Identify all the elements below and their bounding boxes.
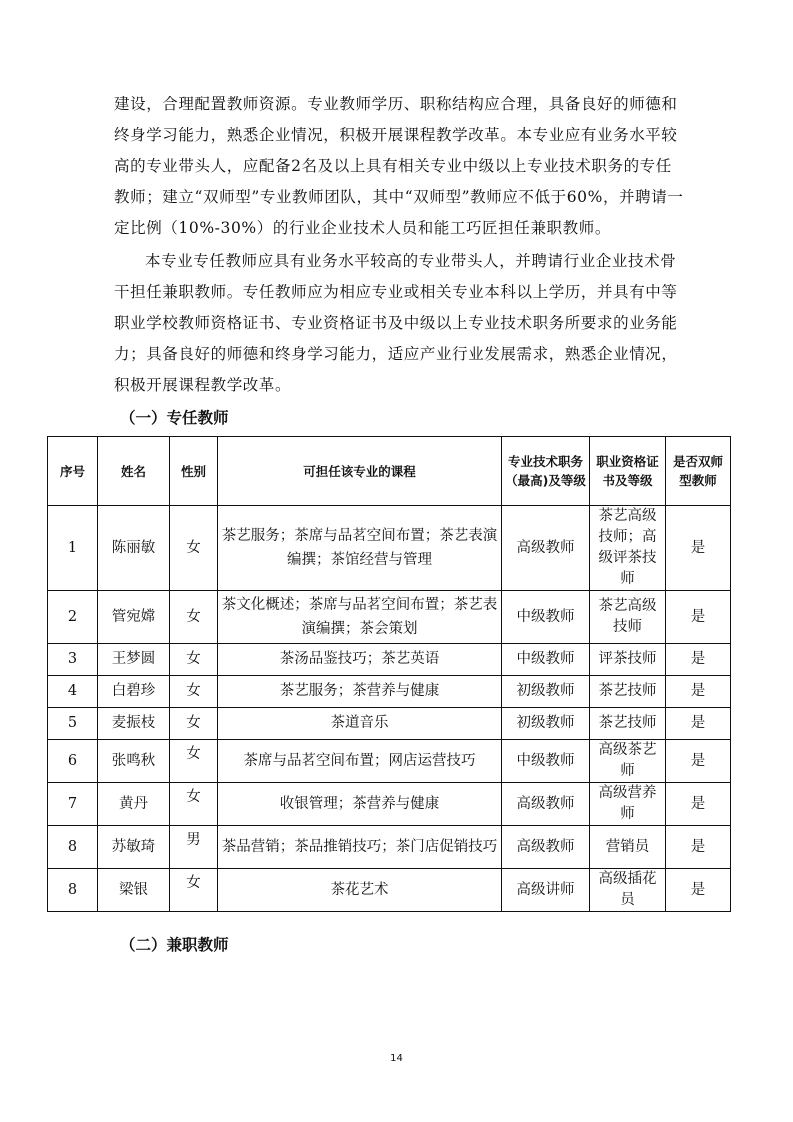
cell-gender: 女 bbox=[170, 783, 218, 826]
cell-name: 苏敏琦 bbox=[98, 826, 170, 869]
table-row bbox=[48, 506, 731, 591]
header-seq: 序号 bbox=[48, 437, 98, 506]
cell-title: 高级教师 bbox=[502, 506, 590, 591]
cell-dual: 是 bbox=[666, 708, 731, 740]
cell-gender: 女 bbox=[170, 676, 218, 708]
cell-cert: 茶艺技师 bbox=[590, 708, 666, 740]
cell-courses: 茶汤品鉴技巧；茶艺英语 bbox=[218, 644, 502, 676]
cell-dual: 是 bbox=[666, 676, 731, 708]
cell-cert: 评茶技师 bbox=[590, 644, 666, 676]
section-title-fulltime: （一）专任教师 bbox=[120, 409, 229, 427]
cell-gender: 女 bbox=[170, 591, 218, 644]
cell-dual: 是 bbox=[666, 869, 731, 912]
cell-seq: 2 bbox=[48, 591, 98, 644]
cell-cert: 高级茶艺师 bbox=[590, 740, 666, 783]
cell-dual: 是 bbox=[666, 506, 731, 591]
cell-name: 王梦圆 bbox=[98, 644, 170, 676]
cell-seq: 8 bbox=[48, 826, 98, 869]
cell-gender: 女 bbox=[170, 869, 218, 912]
table-row bbox=[48, 591, 731, 644]
cell-name: 白碧珍 bbox=[98, 676, 170, 708]
cell-courses: 茶品营销；茶品推销技巧；茶门店促销技巧 bbox=[218, 826, 502, 869]
cell-courses: 茶文化概述；茶席与品茗空间布置；茶艺表演编撰；茶会策划 bbox=[218, 591, 502, 644]
table-row bbox=[48, 740, 731, 783]
cell-cert: 营销员 bbox=[590, 826, 666, 869]
cell-title: 高级教师 bbox=[502, 826, 590, 869]
cell-title: 初级教师 bbox=[502, 676, 590, 708]
cell-cert: 茶艺高级技师；高级评茶技师 bbox=[590, 506, 666, 591]
cell-seq: 4 bbox=[48, 676, 98, 708]
cell-gender: 女 bbox=[170, 708, 218, 740]
cell-name: 陈丽敏 bbox=[98, 506, 170, 591]
cell-gender: 女 bbox=[170, 740, 218, 783]
cell-title: 高级讲师 bbox=[502, 869, 590, 912]
cell-dual: 是 bbox=[666, 644, 731, 676]
intro-paragraph: 建设，合理配置教师资源。专业教师学历、职称结构应合理，具备良好的师德和终身学习能力，熟悉企业情况，积极开展课程教学改革。本专业应有业务水平较高的专业带头人，应配备2名及以上具有相关专业中级以上专业技术职务的专任教师；建立“双师型”专业教师团队，其中“双师型”教师应不低于60%，并聘请一定比例（10%-30%）的行业企业技术人员和能工巧匠担任兼职教师。 bbox=[114, 95, 684, 237]
cell-seq: 1 bbox=[48, 506, 98, 591]
cell-cert: 高级营养师 bbox=[590, 783, 666, 826]
cell-name: 黄丹 bbox=[98, 783, 170, 826]
cell-cert: 高级插花员 bbox=[590, 869, 666, 912]
cell-name: 麦振枝 bbox=[98, 708, 170, 740]
cell-gender: 男 bbox=[170, 826, 218, 869]
cell-courses: 茶花艺术 bbox=[218, 869, 502, 912]
cell-title: 中级教师 bbox=[502, 591, 590, 644]
cell-gender: 女 bbox=[170, 506, 218, 591]
cell-courses: 茶艺服务；茶席与品茗空间布置；茶艺表演编撰；茶馆经营与管理 bbox=[218, 506, 502, 591]
header-name: 姓名 bbox=[98, 437, 170, 506]
table-row bbox=[48, 708, 731, 740]
table-row bbox=[48, 783, 731, 826]
cell-seq: 3 bbox=[48, 644, 98, 676]
table-row bbox=[48, 676, 731, 708]
header-courses: 可担任该专业的课程 bbox=[218, 437, 502, 506]
cell-title: 高级教师 bbox=[502, 783, 590, 826]
cell-dual: 是 bbox=[666, 591, 731, 644]
header-gender: 性别 bbox=[170, 437, 218, 506]
cell-name: 管宛嫦 bbox=[98, 591, 170, 644]
cell-name: 张鸣秋 bbox=[98, 740, 170, 783]
page-number: 14 bbox=[390, 1053, 403, 1064]
cell-title: 中级教师 bbox=[502, 740, 590, 783]
cell-courses: 茶席与品茗空间布置；网店运营技巧 bbox=[218, 740, 502, 783]
cell-cert: 茶艺技师 bbox=[590, 676, 666, 708]
cell-dual: 是 bbox=[666, 740, 731, 783]
section-title-parttime: （二）兼职教师 bbox=[120, 936, 229, 954]
cell-dual: 是 bbox=[666, 826, 731, 869]
cell-seq: 7 bbox=[48, 783, 98, 826]
cell-courses: 收银管理；茶营养与健康 bbox=[218, 783, 502, 826]
header-cert: 职业资格证书及等级 bbox=[590, 437, 666, 506]
header-title: 专业技术职务（最高)及等级 bbox=[502, 437, 590, 506]
table-row bbox=[48, 826, 731, 869]
cell-cert: 茶艺高级技师 bbox=[590, 591, 666, 644]
cell-dual: 是 bbox=[666, 783, 731, 826]
cell-courses: 茶道音乐 bbox=[218, 708, 502, 740]
table-row bbox=[48, 869, 731, 912]
cell-title: 中级教师 bbox=[502, 644, 590, 676]
cell-title: 初级教师 bbox=[502, 708, 590, 740]
cell-gender: 女 bbox=[170, 644, 218, 676]
fulltime-teachers-table bbox=[47, 436, 731, 912]
header-dual: 是否双师型教师 bbox=[666, 437, 731, 506]
fulltime-requirements-paragraph: 本专业专任教师应具有业务水平较高的专业带头人，并聘请行业企业技术骨干担任兼职教师。专任教师应为相应专业或相关专业本科以上学历，并具有中等职业学校教师资格证书、专业资格证书及中级以上专业技术职务所要求的业务能力；具备良好的师德和终身学习能力，适应产业行业发展需求，熟悉企业情况，积极开展课程教学改革。 bbox=[114, 252, 678, 394]
cell-name: 梁银 bbox=[98, 869, 170, 912]
cell-seq: 5 bbox=[48, 708, 98, 740]
cell-seq: 6 bbox=[48, 740, 98, 783]
cell-courses: 茶艺服务；茶营养与健康 bbox=[218, 676, 502, 708]
cell-seq: 8 bbox=[48, 869, 98, 912]
table-header-row bbox=[48, 437, 731, 506]
table-row bbox=[48, 644, 731, 676]
